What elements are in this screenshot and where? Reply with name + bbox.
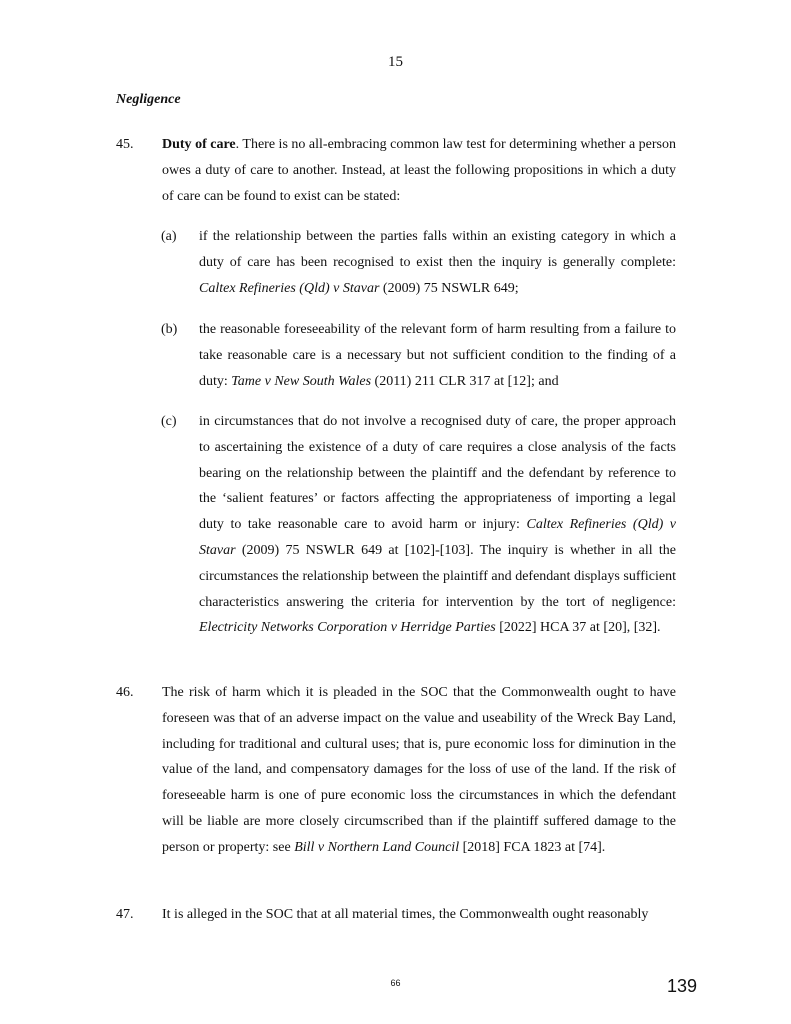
- subparagraph-c: [161, 409, 676, 641]
- page-number: 15: [388, 54, 403, 70]
- subparagraph-text: if the relationship between the parties falls within an existing category in which a duty of care has been recognised to exist then the inquiry is generally complete: Caltex Refineries (Qld) v Stavar (2009) 75 NSWLR 649;: [199, 229, 676, 296]
- footer-page-number: 66: [390, 978, 401, 988]
- paragraph-text: The risk of harm which it is pleaded in the SOC that the Commonwealth ought to have foreseen was that of an adverse impact on the value and useability of the Wreck Bay Land, including for traditional and cultural uses; that is, pure economic loss for diminution in the value of the land, and compensatory damages for the loss of use of the land. If the risk of foreseeable harm is one of pure economic loss the circumstances in which the defendant will be liable are more closely circumscribed than if the plaintiff suffered damage to the person or property: see Bill v Northern Land Council [2018] FCA 1823 at [74].: [162, 685, 676, 855]
- paragraph-45: [116, 132, 676, 209]
- paragraph-47: [116, 902, 676, 928]
- subparagraph-text: in circumstances that do not involve a recognised duty of care, the proper approach to ascertaining the existence of a duty of care requires a close analysis of the facts bearing on the relationship between the plaintiff and the defendant by reference to the ‘salient features’ or factors affecting the appropriateness of importing a legal duty to take reasonable care to avoid harm or injury: Caltex Refineries (Qld) v Stavar (2009) 75 NSWLR 649 at [102]-[103]. The inquiry is whether in all the circumstances the relationship between the plaintiff and defendant displays sufficient characteristics answering the criteria for intervention by the tort of negligence: Electricity Networks Corporation v Herridge Parties [2022] HCA 37 at [20], [32].: [199, 414, 677, 636]
- section-heading: Negligence: [116, 92, 181, 107]
- bold-lead: Duty of care: [162, 137, 236, 152]
- case-citation: Caltex Refineries (Qld) v Stavar: [199, 280, 380, 296]
- subparagraph-number: (b): [161, 322, 178, 337]
- paragraph-text: Duty of care. There is no all-embracing common law test for determining whether a person owes a duty of care to another. Instead, at least the following propositions in which a duty of care can be found to exist can be stated:: [162, 137, 677, 204]
- paragraph-text: It is alleged in the SOC that at all material times, the Commonwealth ought reasonably: [162, 907, 649, 922]
- subparagraph-a: [161, 224, 676, 301]
- footer-bundle-number: 139: [667, 976, 698, 996]
- paragraph-46: [116, 680, 676, 861]
- subparagraph-b: [161, 317, 676, 394]
- subparagraph-number: (a): [161, 229, 177, 244]
- case-citation: Tame v New South Wales: [231, 373, 372, 389]
- paragraph-number: 46.: [116, 685, 134, 700]
- case-citation: Electricity Networks Corporation v Herridge Parties: [199, 620, 496, 636]
- case-citation: Bill v Northern Land Council: [294, 839, 460, 855]
- case-citation: Caltex Refineries (Qld) v Stavar: [199, 517, 677, 558]
- paragraph-number: 45.: [116, 137, 134, 152]
- subparagraph-number: (c): [161, 414, 177, 429]
- paragraph-number: 47.: [116, 907, 134, 922]
- subparagraph-text: the reasonable foreseeability of the relevant form of harm resulting from a failure to take reasonable care is a necessary but not sufficient condition to the finding of a duty: Tame v New South Wales (2011) 211 CLR 317 at [12]; and: [199, 322, 676, 389]
